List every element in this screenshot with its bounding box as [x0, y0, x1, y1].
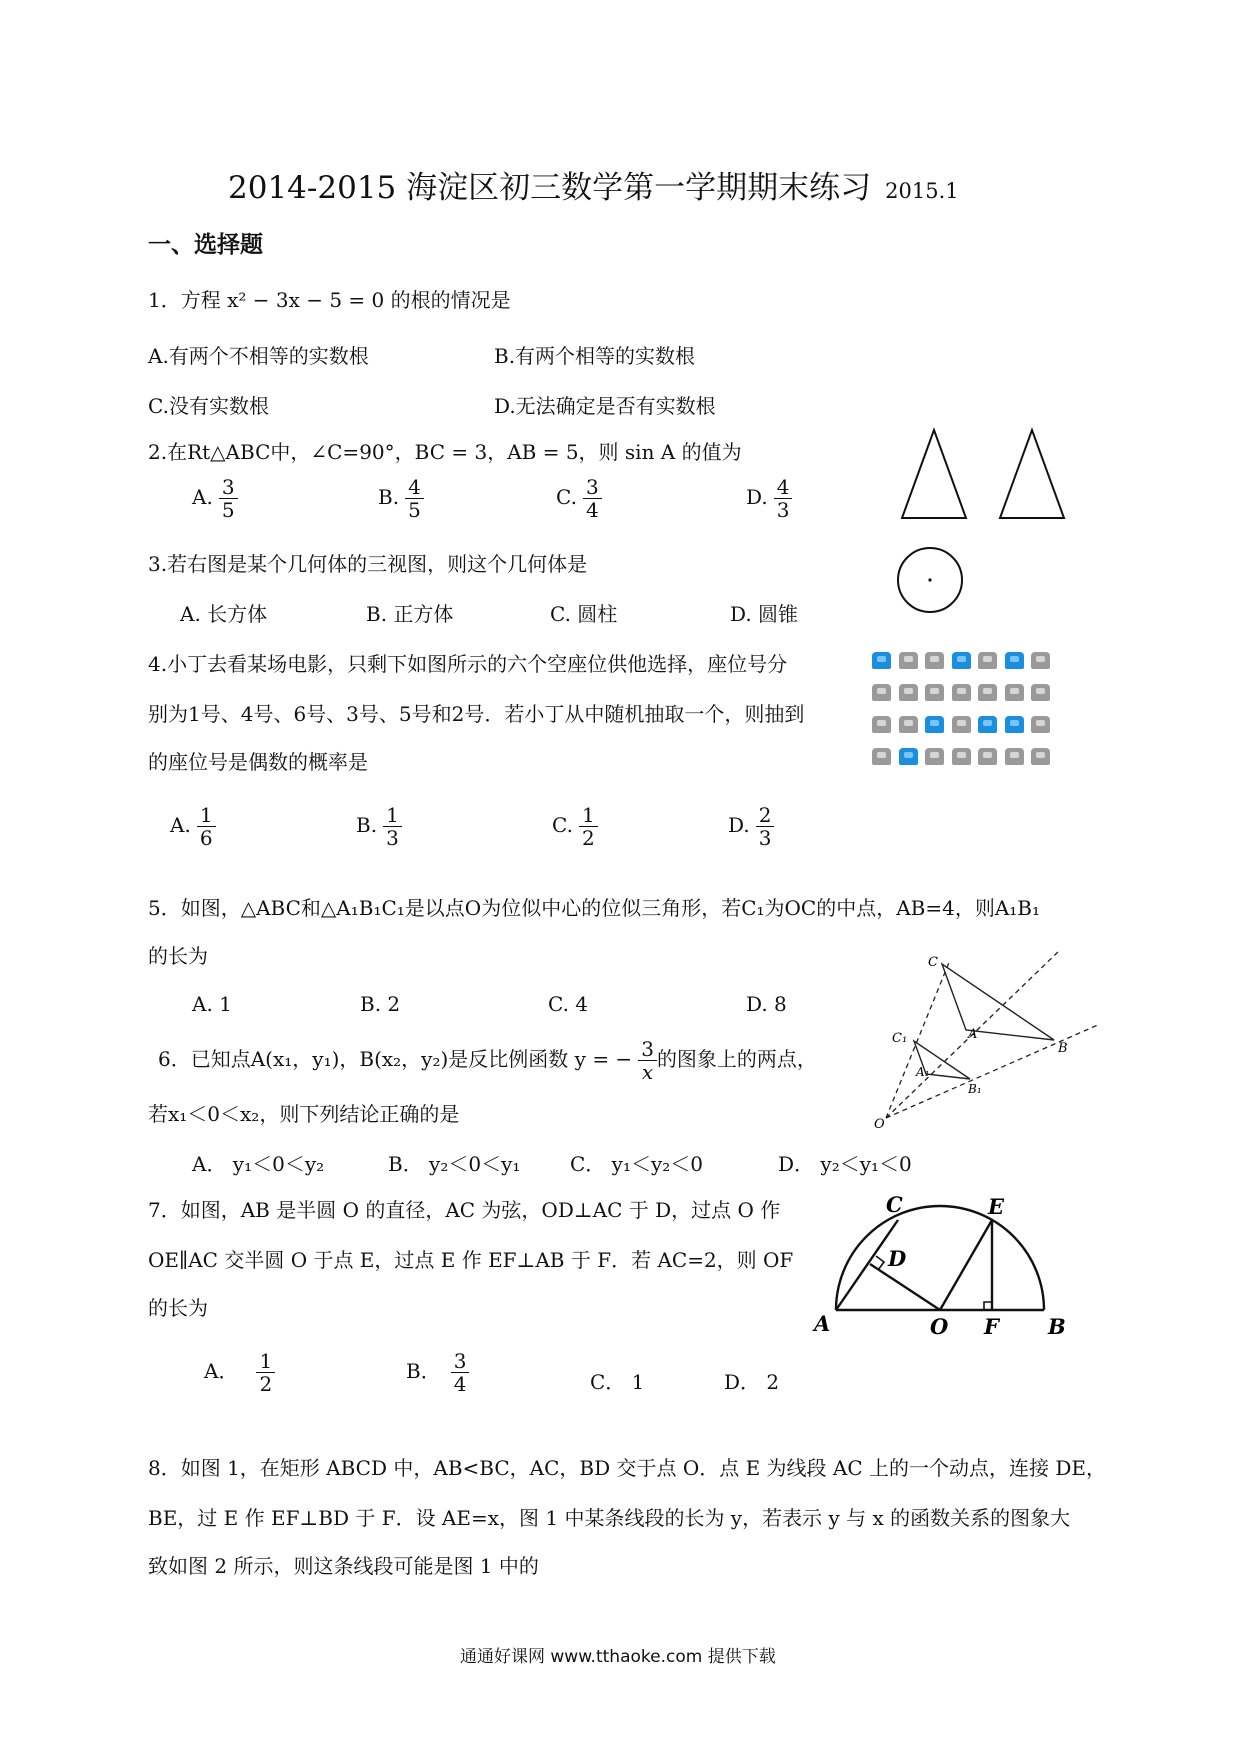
- q1-option-b: B.有两个相等的实数根: [494, 344, 696, 368]
- seat-taken-icon: [978, 748, 997, 765]
- q6-line1: 6．已知点A(x₁，y₁)，B(x₂，y₂)是反比例函数 y = − $\frac{3}{x}$ 的图象上的两点，: [158, 1037, 817, 1084]
- label-a1: A₁: [916, 1065, 930, 1079]
- page-title: [228, 162, 959, 207]
- fig7-label-e: E: [988, 1194, 1005, 1219]
- semicircle-arc: [836, 1206, 1044, 1310]
- q5-line1: 5．如图，△ABC和△A₁B₁C₁是以点O为位似中心的位似三角形，若C₁为OC的中点，AB=4，则A₁B₁: [148, 896, 1041, 920]
- seat-taken-icon: [925, 748, 944, 765]
- title-date: 2015.1: [885, 179, 959, 203]
- seat-taken-icon: [952, 716, 971, 733]
- seat-empty-icon: [872, 652, 891, 669]
- seat-taken-icon: [872, 716, 891, 733]
- label-b: B: [1058, 1041, 1068, 1056]
- q2-option-b: B. $\frac{4}{5}$: [378, 476, 424, 521]
- q6-option-b: B． y₂＜0＜y₁: [388, 1152, 521, 1176]
- q1-option-d: D.无法确定是否有实数根: [494, 394, 716, 418]
- seat-taken-icon: [952, 748, 971, 765]
- fig7-label-o: O: [930, 1314, 949, 1339]
- triangle-abc: [942, 964, 1054, 1040]
- seat-taken-icon: [952, 684, 971, 701]
- q6-option-a: A． y₁＜0＜y₂: [192, 1152, 325, 1176]
- seat-taken-icon: [1031, 652, 1050, 669]
- seat-taken-icon: [1031, 748, 1050, 765]
- label-c1: C₁: [892, 1031, 908, 1046]
- seat-grid: [872, 652, 1062, 772]
- q4-line2: 别为1号、4号、6号、3号、5号和2号．若小丁从中随机抽取一个，则抽到: [148, 702, 805, 726]
- q5-option-c: C. 4: [548, 992, 589, 1016]
- seat-empty-icon: [1005, 652, 1024, 669]
- seat-taken-icon: [899, 652, 918, 669]
- seat-taken-icon: [1005, 748, 1024, 765]
- q8-line2: BE，过 E 作 EF⊥BD 于 F．设 AE=x，图 1 中某条线段的长为 y，若表示 y 与 x 的函数关系的图象大: [148, 1506, 1071, 1530]
- q2-option-d: D. $\frac{4}{3}$: [746, 476, 792, 521]
- seat-taken-icon: [1031, 716, 1050, 733]
- q2-stem: 2.在Rt△ABC中，∠C=90°，BC = 3，AB = 5，则 sin A 的值为: [148, 440, 742, 464]
- seat-taken-icon: [1031, 684, 1050, 701]
- fig7-label-a: A: [814, 1311, 831, 1336]
- seat-taken-icon: [978, 652, 997, 669]
- q5-line2: 的长为: [148, 944, 208, 968]
- q3-option-c: C. 圆柱: [550, 602, 618, 626]
- q2-option-a: A. $\frac{3}{5}$: [192, 476, 238, 521]
- q4-line1: 4.小丁去看某场电影，只剩下如图所示的六个空座位供他选择，座位号分: [148, 652, 788, 676]
- seat-empty-icon: [952, 652, 971, 669]
- q7-option-d: D． 2: [724, 1370, 780, 1394]
- q4-option-d: D. $\frac{2}{3}$: [728, 804, 774, 849]
- three-view-figure: [860, 420, 1060, 620]
- q6-line2: 若x₁＜0＜x₂，则下列结论正确的是: [148, 1102, 460, 1126]
- section-heading: 一、选择题: [148, 232, 263, 258]
- fig7-label-f: F: [984, 1314, 999, 1339]
- label-o: O: [874, 1117, 885, 1132]
- q8-line1: 8．如图 1，在矩形 ABCD 中，AB<BC，AC，BD 交于点 O．点 E 为线段 AC 上的一个动点，连接 DE，: [148, 1456, 1106, 1480]
- title-text: 2014-2015 海淀区初三数学第一学期期末练习: [228, 170, 872, 206]
- q2-option-c: C. $\frac{3}{4}$: [556, 476, 602, 521]
- q5-option-a: A. 1: [192, 992, 232, 1016]
- label-c: C: [928, 955, 938, 970]
- side-view-triangle: [1000, 430, 1064, 518]
- seat-taken-icon: [872, 684, 891, 701]
- q7-line1: 7．如图，AB 是半圆 O 的直径，AC 为弦，OD⊥AC 于 D，过点 O 作: [148, 1198, 781, 1222]
- seat-empty-icon: [1005, 716, 1024, 733]
- q6-option-d: D． y₂＜y₁＜0: [778, 1152, 912, 1176]
- q1-option-c: C.没有实数根: [148, 394, 269, 418]
- seat-taken-icon: [899, 684, 918, 701]
- q8-line3: 致如图 2 所示，则这条线段可能是图 1 中的: [148, 1554, 539, 1578]
- q3-stem: 3.若右图是某个几何体的三视图，则这个几何体是: [148, 552, 588, 576]
- label-b1: B₁: [968, 1082, 982, 1096]
- semicircle-figure: [810, 1186, 1080, 1346]
- label-a: A: [968, 1027, 978, 1042]
- q4-option-c: C. $\frac{1}{2}$: [552, 804, 598, 849]
- q7-option-a: A． $\frac{1}{2}$: [204, 1350, 275, 1395]
- q3-option-d: D. 圆锥: [730, 602, 799, 626]
- q7-option-b: B． $\frac{3}{4}$: [406, 1350, 469, 1395]
- segment-oe: [940, 1220, 992, 1310]
- q4-option-b: B. $\frac{1}{3}$: [356, 804, 402, 849]
- q7-option-c: C． 1: [590, 1370, 645, 1394]
- q6-option-c: C． y₁＜y₂＜0: [570, 1152, 704, 1176]
- seat-taken-icon: [1005, 684, 1024, 701]
- q4-option-a: A. $\frac{1}{6}$: [170, 804, 216, 849]
- q3-option-b: B. 正方体: [366, 602, 454, 626]
- fig7-label-c: C: [886, 1192, 903, 1217]
- seat-taken-icon: [925, 684, 944, 701]
- homothety-figure: [860, 950, 1100, 1130]
- q4-line3: 的座位号是偶数的概率是: [148, 750, 368, 774]
- q5-option-d: D. 8: [746, 992, 787, 1016]
- seat-taken-icon: [925, 652, 944, 669]
- front-view-triangle: [902, 430, 966, 518]
- seat-empty-icon: [899, 748, 918, 765]
- seat-taken-icon: [978, 684, 997, 701]
- seat-taken-icon: [899, 716, 918, 733]
- q3-option-a: A. 长方体: [180, 602, 268, 626]
- seat-empty-icon: [978, 716, 997, 733]
- top-view-center-dot: [928, 578, 931, 581]
- q5-option-b: B. 2: [360, 992, 401, 1016]
- q1-stem: 1．方程 x² − 3x − 5 = 0 的根的情况是: [148, 288, 511, 312]
- q1-option-a: A.有两个不相等的实数根: [148, 344, 369, 368]
- seat-empty-icon: [925, 716, 944, 733]
- fig7-label-d: D: [888, 1246, 907, 1271]
- page-footer: 通通好课网 www.tthaoke.com 提供下载: [460, 1647, 776, 1667]
- q7-line3: 的长为: [148, 1296, 208, 1320]
- seat-taken-icon: [872, 748, 891, 765]
- fig7-label-b: B: [1048, 1314, 1066, 1339]
- q7-line2: OE∥AC 交半圆 O 于点 E，过点 E 作 EF⊥AB 于 F．若 AC=2，则 OF: [148, 1248, 794, 1272]
